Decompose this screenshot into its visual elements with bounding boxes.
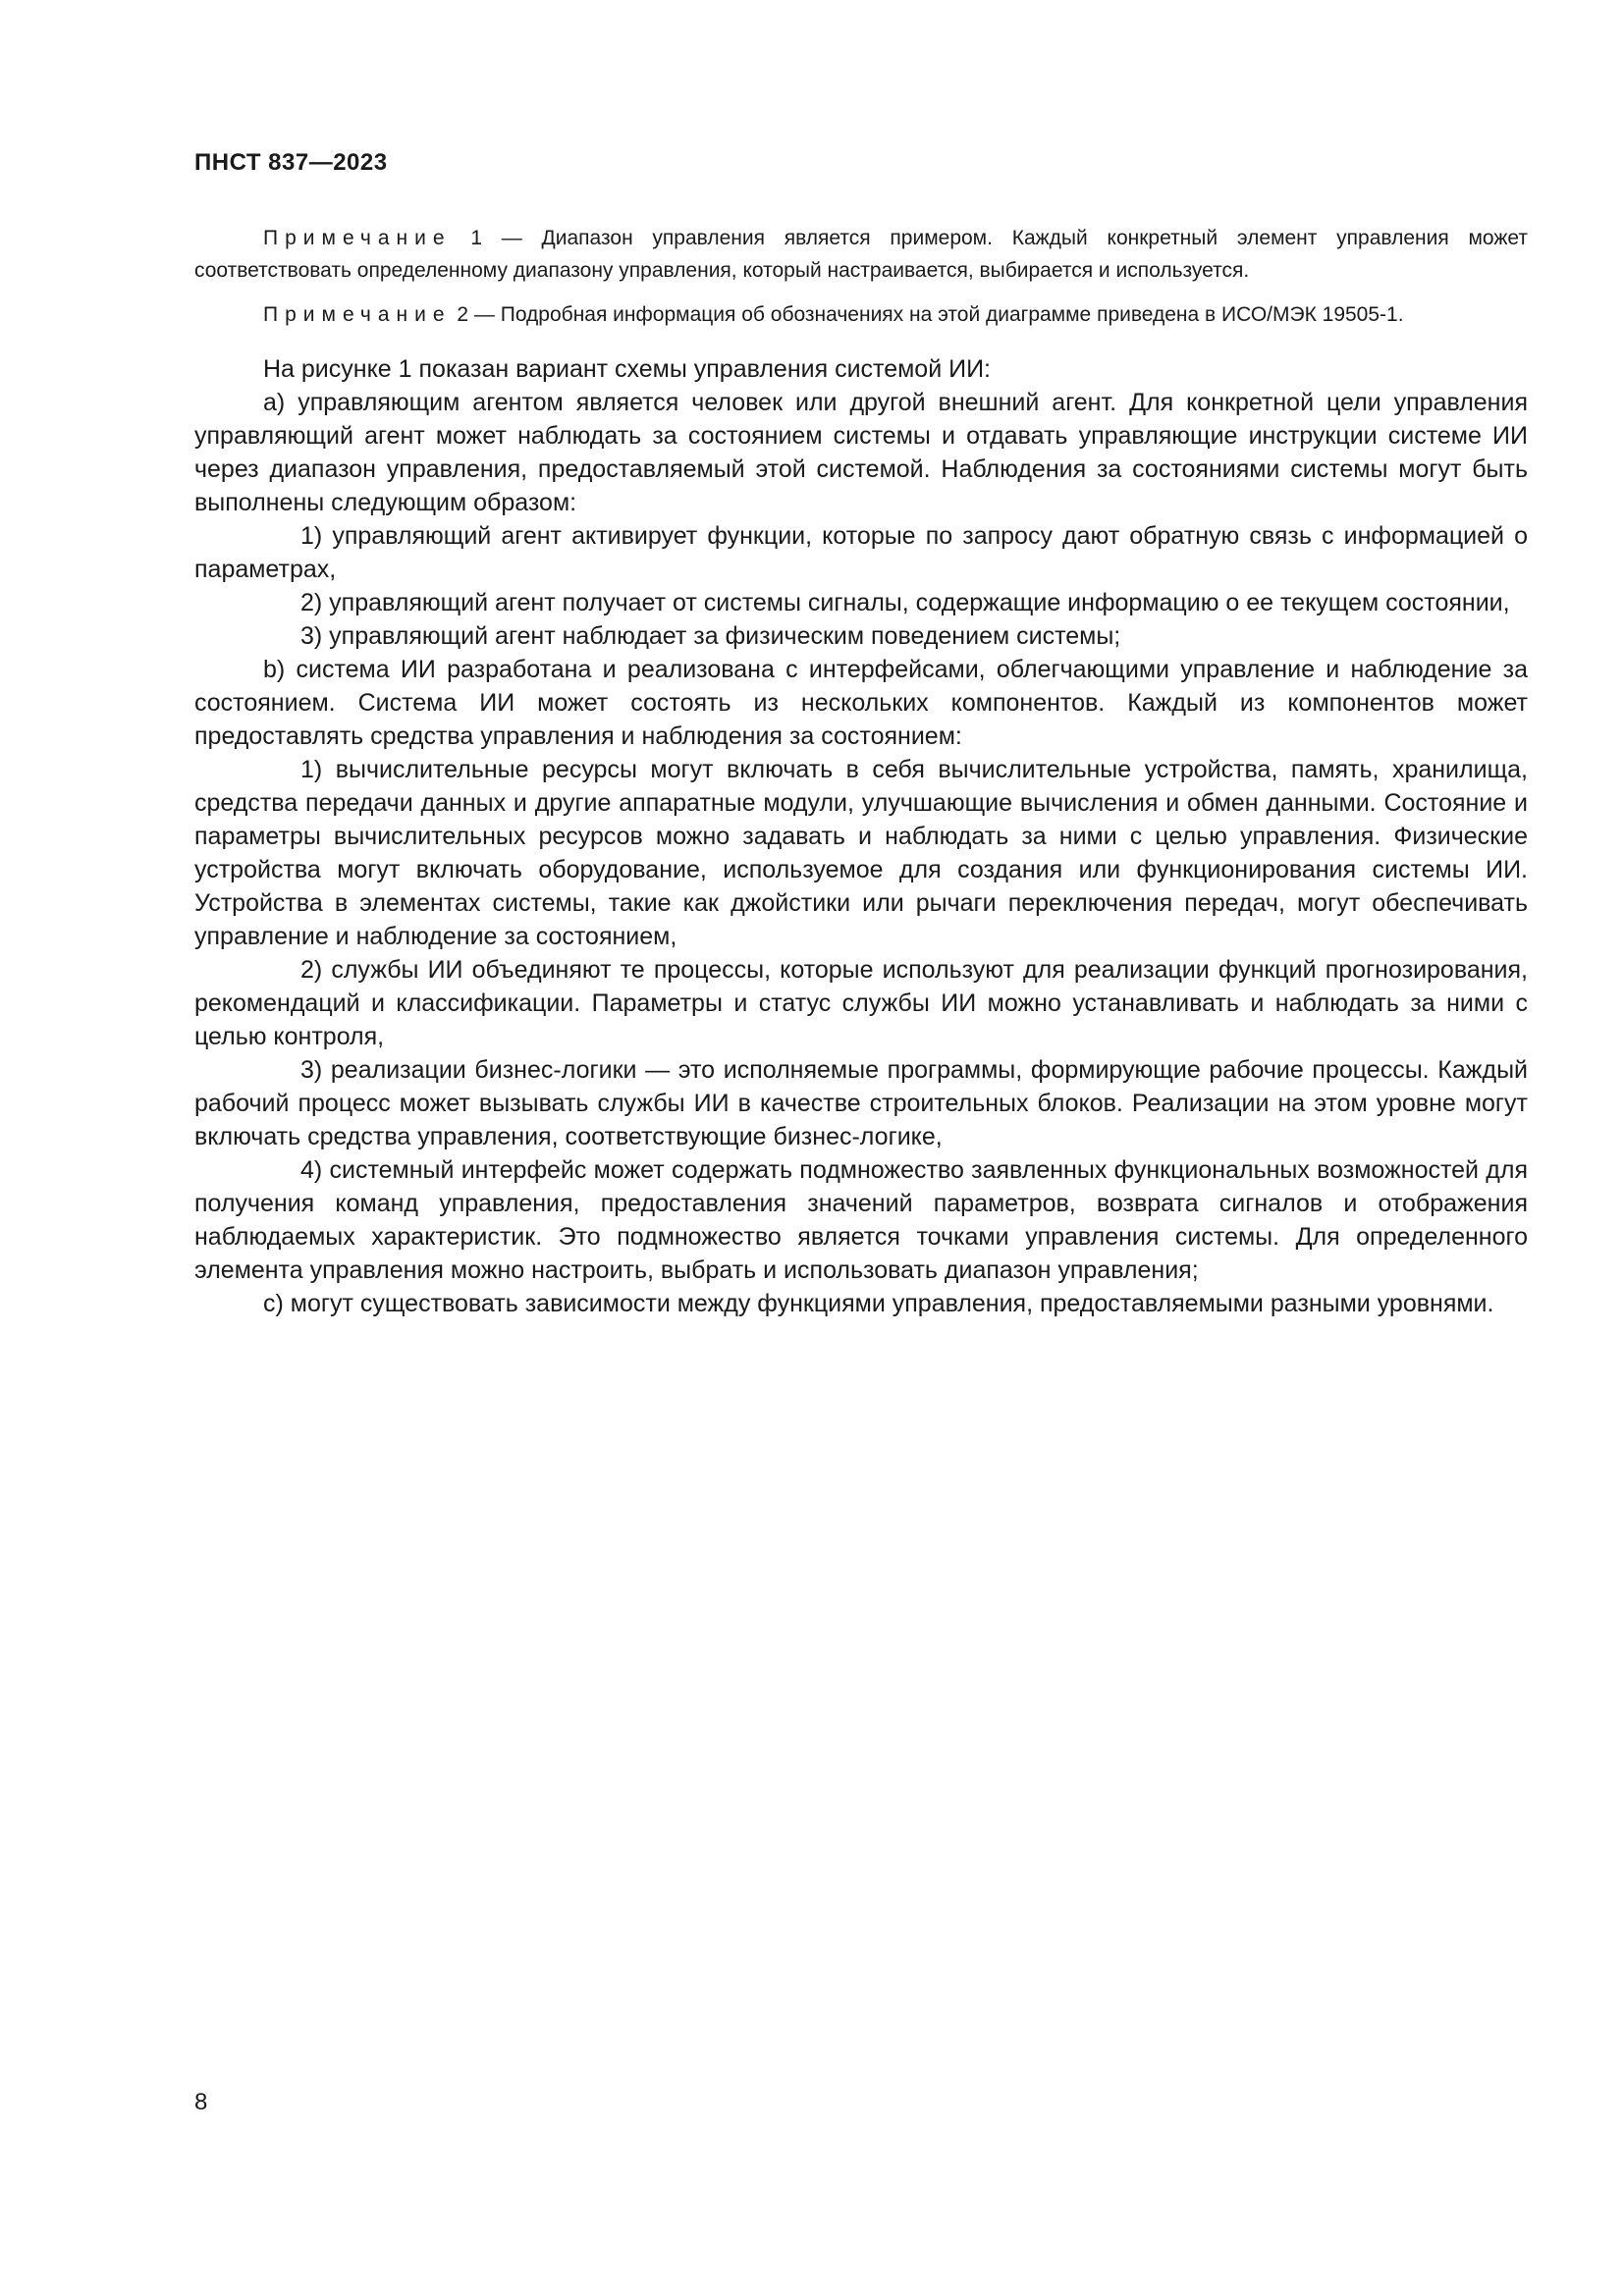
- document-code-header: ПНСТ 837—2023: [194, 149, 388, 176]
- list-item-c: c) могут существовать зависимости между функциями управления, предоставляемыми разными уровнями.: [263, 1290, 1494, 1317]
- list-item-b2: 2) службы ИИ объединяют те процессы, которые используют для реализации функций прогнозирования, рекомендаций и классификации. Параметры и статус службы ИИ можно устанавливать и наблюдать за ними с целью контроля,: [194, 956, 1528, 1050]
- list-item-a2: 2) управляющий агент получает от системы сигналы, содержащие информацию о ее текущем состоянии,: [300, 589, 1510, 616]
- list-item-b1: 1) вычислительные ресурсы могут включать в себя вычислительные устройства, память, хранилища, средства передачи данных и другие аппаратные модули, улучшающие вычисления и обмен данными. Состояние и параметры вычислительных ресурсов можно задавать и наблюдать за ними с целью управления. Физические устройства могут включать оборудование, используемое для создания или функционирования системы ИИ. Устройства в элементах системы, такие как джойстики или рычаги переключения передач, могут обеспечивать управление и наблюдение за состоянием,: [194, 756, 1528, 950]
- note-2: [194, 298, 1528, 331]
- list-item-a: a) управляющим агентом является человек или другой внешний агент. Для конкретной цели управления управляющий агент может наблюдать за состоянием системы и отдавать управляющие инструкции системе ИИ через диапазон управления, предоставляемый этой системой. Наблюдения за состояниями системы могут быть выполнены следующим образом:: [194, 389, 1528, 516]
- note-text: 2 — Подробная информация об обозначениях на этой диаграмме приведена в ИСО/МЭК 19505-1.: [451, 303, 1404, 326]
- list-item-b4: 4) системный интерфейс может содержать подмножество заявленных функциональных возможностей для получения команд управления, предоставления значений параметров, возврата сигналов и отображения наблюдаемых характеристик. Это подмножество является точками управления системы. Для определенного элемента управления можно настроить, выбрать и использовать диапазон управления;: [194, 1156, 1528, 1284]
- intro-paragraph: На рисунке 1 показан вариант схемы управления системой ИИ:: [263, 355, 991, 383]
- list-item-b: b) система ИИ разработана и реализована с интерфейсами, облегчающими управление и наблюдение за состоянием. Система ИИ может состоять из нескольких компонентов. Каждый из компонентов может предоставлять средства управления и наблюдения за состоянием:: [194, 656, 1528, 750]
- list-item-b3: 3) реализации бизнес-логики — это исполняемые программы, формирующие рабочие процессы. Каждый рабочий процесс может вызывать службы ИИ в качестве строительных блоков. Реализации на этом уровне могут включать средства управления, соответствующие бизнес-логике,: [194, 1056, 1528, 1150]
- page-content: [194, 222, 1528, 1320]
- note-1: [194, 222, 1528, 287]
- page-number: 8: [194, 2089, 208, 2115]
- note-text: 1 — Диапазон управления является примером. Каждый конкретный элемент управления может соответствовать определенному диапазону управления, который настраивается, выбирается и используется.: [194, 227, 1528, 282]
- list-item-a3: 3) управляющий агент наблюдает за физическим поведением системы;: [300, 622, 1121, 650]
- note-label: Примечание: [263, 227, 452, 249]
- list-item-a1: 1) управляющий агент активирует функции, которые по запросу дают обратную связь с информацией о параметрах,: [194, 522, 1528, 583]
- note-label: Примечание: [263, 303, 452, 326]
